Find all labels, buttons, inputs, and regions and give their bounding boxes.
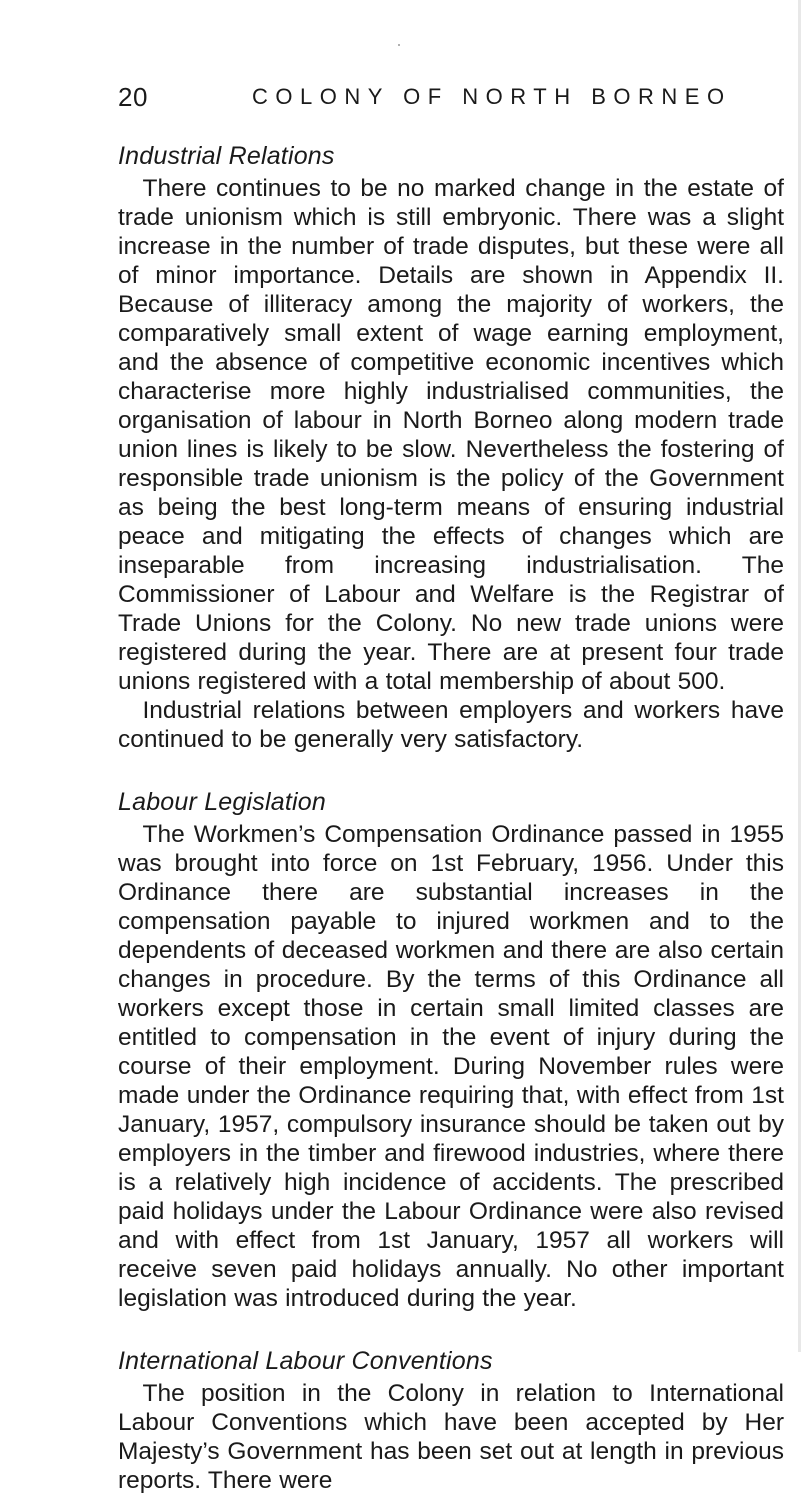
paragraph: The position in the Colony in relation to International Labour Conventions which have been accepted by Her Majesty’s Government has been set out at length in previous reports. There were (118, 1380, 784, 1494)
section-industrial-relations (118, 142, 784, 754)
paragraph: There continues to be no marked change in the estate of trade unionism which is still embryonic. There was a slight increase in the number of trade disputes, but these were all of minor importance. Details are shown in Appendix II. Because of illiteracy among the majority of workers, the comparatively small extent of wage earning employment, and the absence of competitive economic incentives which characterise more highly industrialised communities, the organisation of labour in North Borneo along modern trade union lines is likely to be slow. Nevertheless the fostering of responsible trade unionism is the policy of the Government as being the best long-term means of ensuring industrial peace and mitigating the effects of changes which are inseparable from increasing industrialisation. The Commissioner of Labour and Welfare is the Registrar of Trade Unions for the Colony. No new trade unions were registered during the year. There are at present four trade unions registered with a total membership of about 500. (118, 175, 784, 695)
section-spacer (118, 1313, 784, 1347)
section-labour-legislation (118, 788, 784, 1313)
section-international-labour-conventions (118, 1347, 784, 1495)
running-title: COLONY OF NORTH BORNEO (252, 84, 732, 109)
section-heading: Labour Legislation (118, 788, 326, 816)
page-number: 20 (118, 82, 148, 112)
section-heading: International Labour Conventions (118, 1347, 493, 1375)
page-mark (398, 44, 400, 46)
running-header (118, 82, 732, 116)
section-heading: Industrial Relations (118, 142, 335, 170)
paragraph: The Workmen’s Compensation Ordinance passed in 1955 was brought into force on 1st February, 1956. Under this Ordinance there are substantial increases in the compensation payable to injured workmen and to the dependents of deceased workmen and there are also certain changes in procedure. By the terms of this Ordinance all workers except those in certain small limited classes are entitled to compensation in the event of injury during the course of their employment. During November rules were made under the Ordinance requiring that, with effect from 1st January, 1957, compulsory insurance should be taken out by employers in the timber and firewood industries, where there is a relatively high incidence of accidents. The prescribed paid holidays under the Labour Ordinance were also revised and with effect from 1st January, 1957 all workers will receive seven paid holidays annually. No other important legislation was introduced during the year. (118, 821, 784, 1312)
paragraph: Industrial relations between employers and workers have continued to be generally very satisfactory. (118, 697, 784, 753)
section-spacer (118, 754, 784, 788)
page-body (118, 142, 784, 1495)
